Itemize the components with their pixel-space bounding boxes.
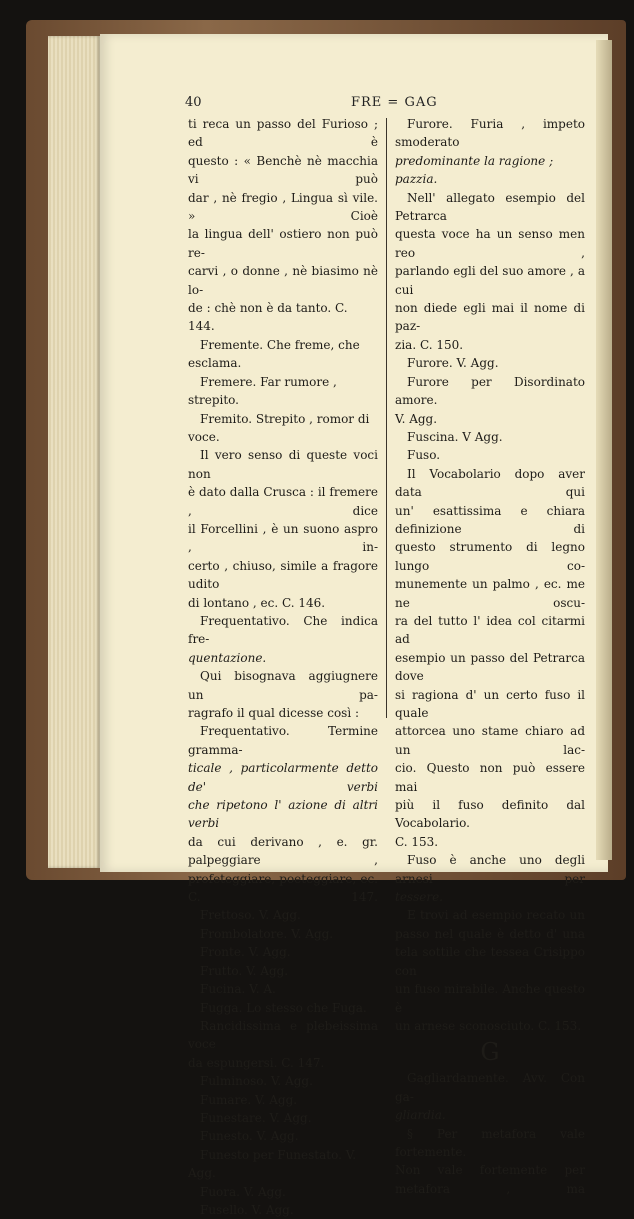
text-line: § Per metafora vale fortemente. [395,1126,585,1159]
text-line: carvi , o donne , nè biasimo nè lo- [188,264,378,297]
entry-fronte: Fronte. V. Agg. [200,945,291,960]
entry-gagliardamente: Gagliardamente. Avv. Con ga- [395,1071,585,1104]
entry-fugga: Fugga. Lo stesso che Fuga. [200,1000,367,1015]
text-line: da espungersi. C. 147. [188,1055,325,1070]
text-line: più il fuso definito dal Vocabolario. [395,798,585,831]
text-line: passo nel quale è detto d' una [395,926,585,941]
text-line: dar , nè fregio , Lingua sì vile. » Cioè [188,190,378,224]
right-column [395,115,585,1198]
text-line: zia. C. 150. [395,337,464,352]
text-line: quentazione. [188,650,267,665]
text-line: cio. Questo non può essere mai [395,761,585,794]
text-line: ragrafo il qual dicesse così : [188,706,360,720]
text-line: è dato dalla Crusca : il fremere , dice [188,485,378,518]
page-curl-shadow [596,40,612,860]
text-line: munemente un palmo , ec. me ne oscu- [395,577,585,610]
section-letter: G [480,1038,500,1067]
entry-furore-per: Furore per Disordinato amore. [395,374,585,408]
text-line: V. Agg. [395,411,438,426]
page-number: 40 [185,95,202,110]
text-line: ticale , particolarmente detto de' verbi [188,761,378,794]
text-line: Il vero senso di queste voci non [188,448,378,481]
page-edges [48,36,100,868]
text-line: da cui derivano , e. gr. palpeggiare , [188,834,378,868]
text-line: tela sottile che tessea Crisippo con [395,945,585,978]
text-line: Il Vocabolario dopo aver data qui [395,466,585,500]
entry-fuso: Fuso. [407,448,441,463]
entry-furore: Furore. Furia , impeto smoderato [395,117,585,150]
entry-fremere: Fremere. Far rumore , strepito. [188,374,337,408]
entry-frequentativo-2: Frequentativo. Termine gramma- [188,724,378,757]
entry-fucina: Fucina. V. A. [200,982,276,997]
entry-fremito: Fremito. Strepito , romor di voce. [188,411,370,444]
text-line: Nell' allegato esempio del Petrarca [395,190,585,224]
text-line: questa voce ha un senso men reo , [395,227,585,260]
text-line: predominante la ragione ; pazzia. [395,153,554,187]
running-title: FRE = GAG [351,95,438,110]
text-line: un fuso mirabile. Anche questo è [395,982,585,1015]
left-column [188,115,378,1219]
text-line: Non vale fortemente per metafora , ma [395,1163,585,1196]
entry-fusello: Fusello. V. Agg. [200,1202,294,1217]
entry-fremente: Fremente. Che freme, che esclama. [188,337,360,371]
text-line: E trovi ad esempio recato un [407,908,585,923]
text-line: tessere. [395,890,443,905]
text-line: ra del tutto l' idea col citarmi ad [395,613,585,647]
text-line: Fuso è anche uno degli arnesi per [395,853,585,886]
text-line: certo , chiuso, simile a fragore udito [188,558,378,592]
text-line: parlando egli del suo amore , a cui [395,264,585,297]
text-line: questo strumento di legno lungo co- [395,540,585,573]
entry-frombolatore: Frombolatore. V. Agg. [200,926,334,941]
text-line: Rancidissima e plebeissima voce [188,1018,378,1052]
page-header [185,95,585,113]
column-rule [386,118,387,718]
text-line: di lontano , ec. C. 146. [188,595,326,610]
text-line: gliardia. [395,1108,446,1123]
text-line: esempio un passo del Petrarca dove [395,650,585,684]
text-line: Qui bisognava aggiugnere un pa- [188,669,378,702]
entry-frequentativo: Frequentativo. Che indica fre- [188,613,378,647]
text-line: si ragiona d' un certo fuso il quale [395,687,585,720]
entry-funesto-per-funestato: Funesto per Funestato. V. Agg. [188,1147,357,1181]
text-line: la lingua dell' ostiero non può re- [188,227,378,260]
text-line: non diede egli mai il nome di paz- [395,301,585,334]
entry-fulminoso: Fulminoso. V. Agg. [200,1074,313,1089]
text-line: un arnese sconosciuto. C. 153. [395,1018,582,1033]
entry-furore-agg: Furore. V. Agg. [407,356,499,371]
text-line: questo : « Benchè nè macchia vi può [188,153,378,187]
text-line: il Forcellini , è un suono aspro , in- [188,521,378,555]
text-line: che ripetono l' azione di altri verbi [188,798,378,831]
entry-funestare: Funestare. V. Agg. [200,1110,312,1125]
text-line: un' esattissima e chiara definizione di [395,503,585,536]
text-line: C. 153. [395,834,439,849]
entry-funesto: Funesto. V. Agg. [200,1129,299,1144]
entry-frutto: Frutto. V. Agg. [200,963,289,978]
text-line: profeteggiare, poeteggiare, ec. C. 147. [188,871,378,905]
text-line: attorcea uno stame chiaro ad un lac- [395,724,585,757]
entry-frettoso: Frettoso. V. Agg. [200,908,301,923]
entry-fuscina: Fuscina. V Agg. [407,429,503,444]
entry-fumare: Fumare. V. Agg. [200,1092,298,1107]
text-line: ti reca un passo del Furioso ; ed è [188,117,378,150]
text-line: de : chè non è da tanto. C. 144. [188,301,348,334]
entry-fuora: Fuora. V. Agg. [200,1184,286,1199]
